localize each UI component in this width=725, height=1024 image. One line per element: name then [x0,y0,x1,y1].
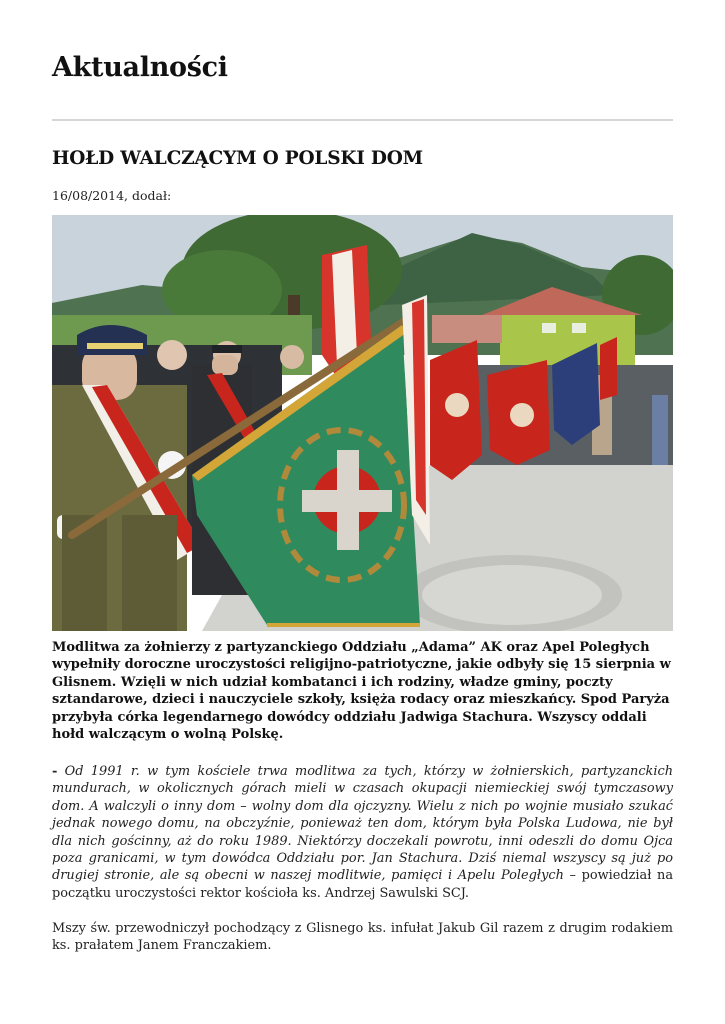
heading-divider [52,119,673,121]
page-heading: Aktualności [52,52,228,83]
article-lead: Modlitwa za żołnierzy z partyzanckiego Oddziału „Adama” AK oraz Apel Poległych wypełniły doroczne uroczystości religijno-patriotyczne, jakie odbyły się 15 sierpnia w Glisnem. Wzięli w nich udział kombatanci i ich rodziny, władze gminy, poczty sztandarowe, dzieci i nauczyciele szkoły, księża rodacy oraz mieszkańcy. Spod Paryża przybyła córka legendarnego dowódcy oddziału Jadwiga Stachura. Wszyscy oddali hołd walczącym o wolną Polskę. [52,640,671,743]
article-paragraph-quote [52,763,673,902]
article-title[interactable]: HOŁD WALCZĄCYM O POLSKI DOM [52,148,423,169]
article-photo [52,215,673,631]
article-meta: 16/08/2014, dodał: [52,188,172,203]
quote-dash: - [52,764,58,779]
quote-attribution: – powiedział na początku uroczystości rektor kościoła ks. Andrzej Sawulski SCJ. [52,868,674,901]
article-paragraph-mass: Mszy św. przewodniczył pochodzący z Glisnego ks. infułat Jakub Gil razem z drugim rodakiem ks. prałatem Janem Franczakiem. [52,921,673,954]
quote-text: Od 1991 r. w tym kościele trwa modlitwa za tych, którzy w żołnierskich, partyzanckich mundurach, w okolicznych górach mieli w czasach okupacji niemieckiej swój tymczasowy dom. A walczyli o inny dom – wolny dom dla ojczyzny. Wielu z nich po wojnie musiało szukać jednak nowego domu, na obczyźnie, ponieważ ten dom, którym była Polska Ludowa, nie był dla nich gościnny, aż do roku 1989. Niektórzy doczekali powrotu, inni odeszli do domu Ojca poza granicami, w tym dowódca Oddziału por. Jan Stachura. Dziś niemal wszyscy są już po drugiej stronie, ale są obecni w naszej modlitwie, pamięci i Apelu Poległych [52,764,673,884]
